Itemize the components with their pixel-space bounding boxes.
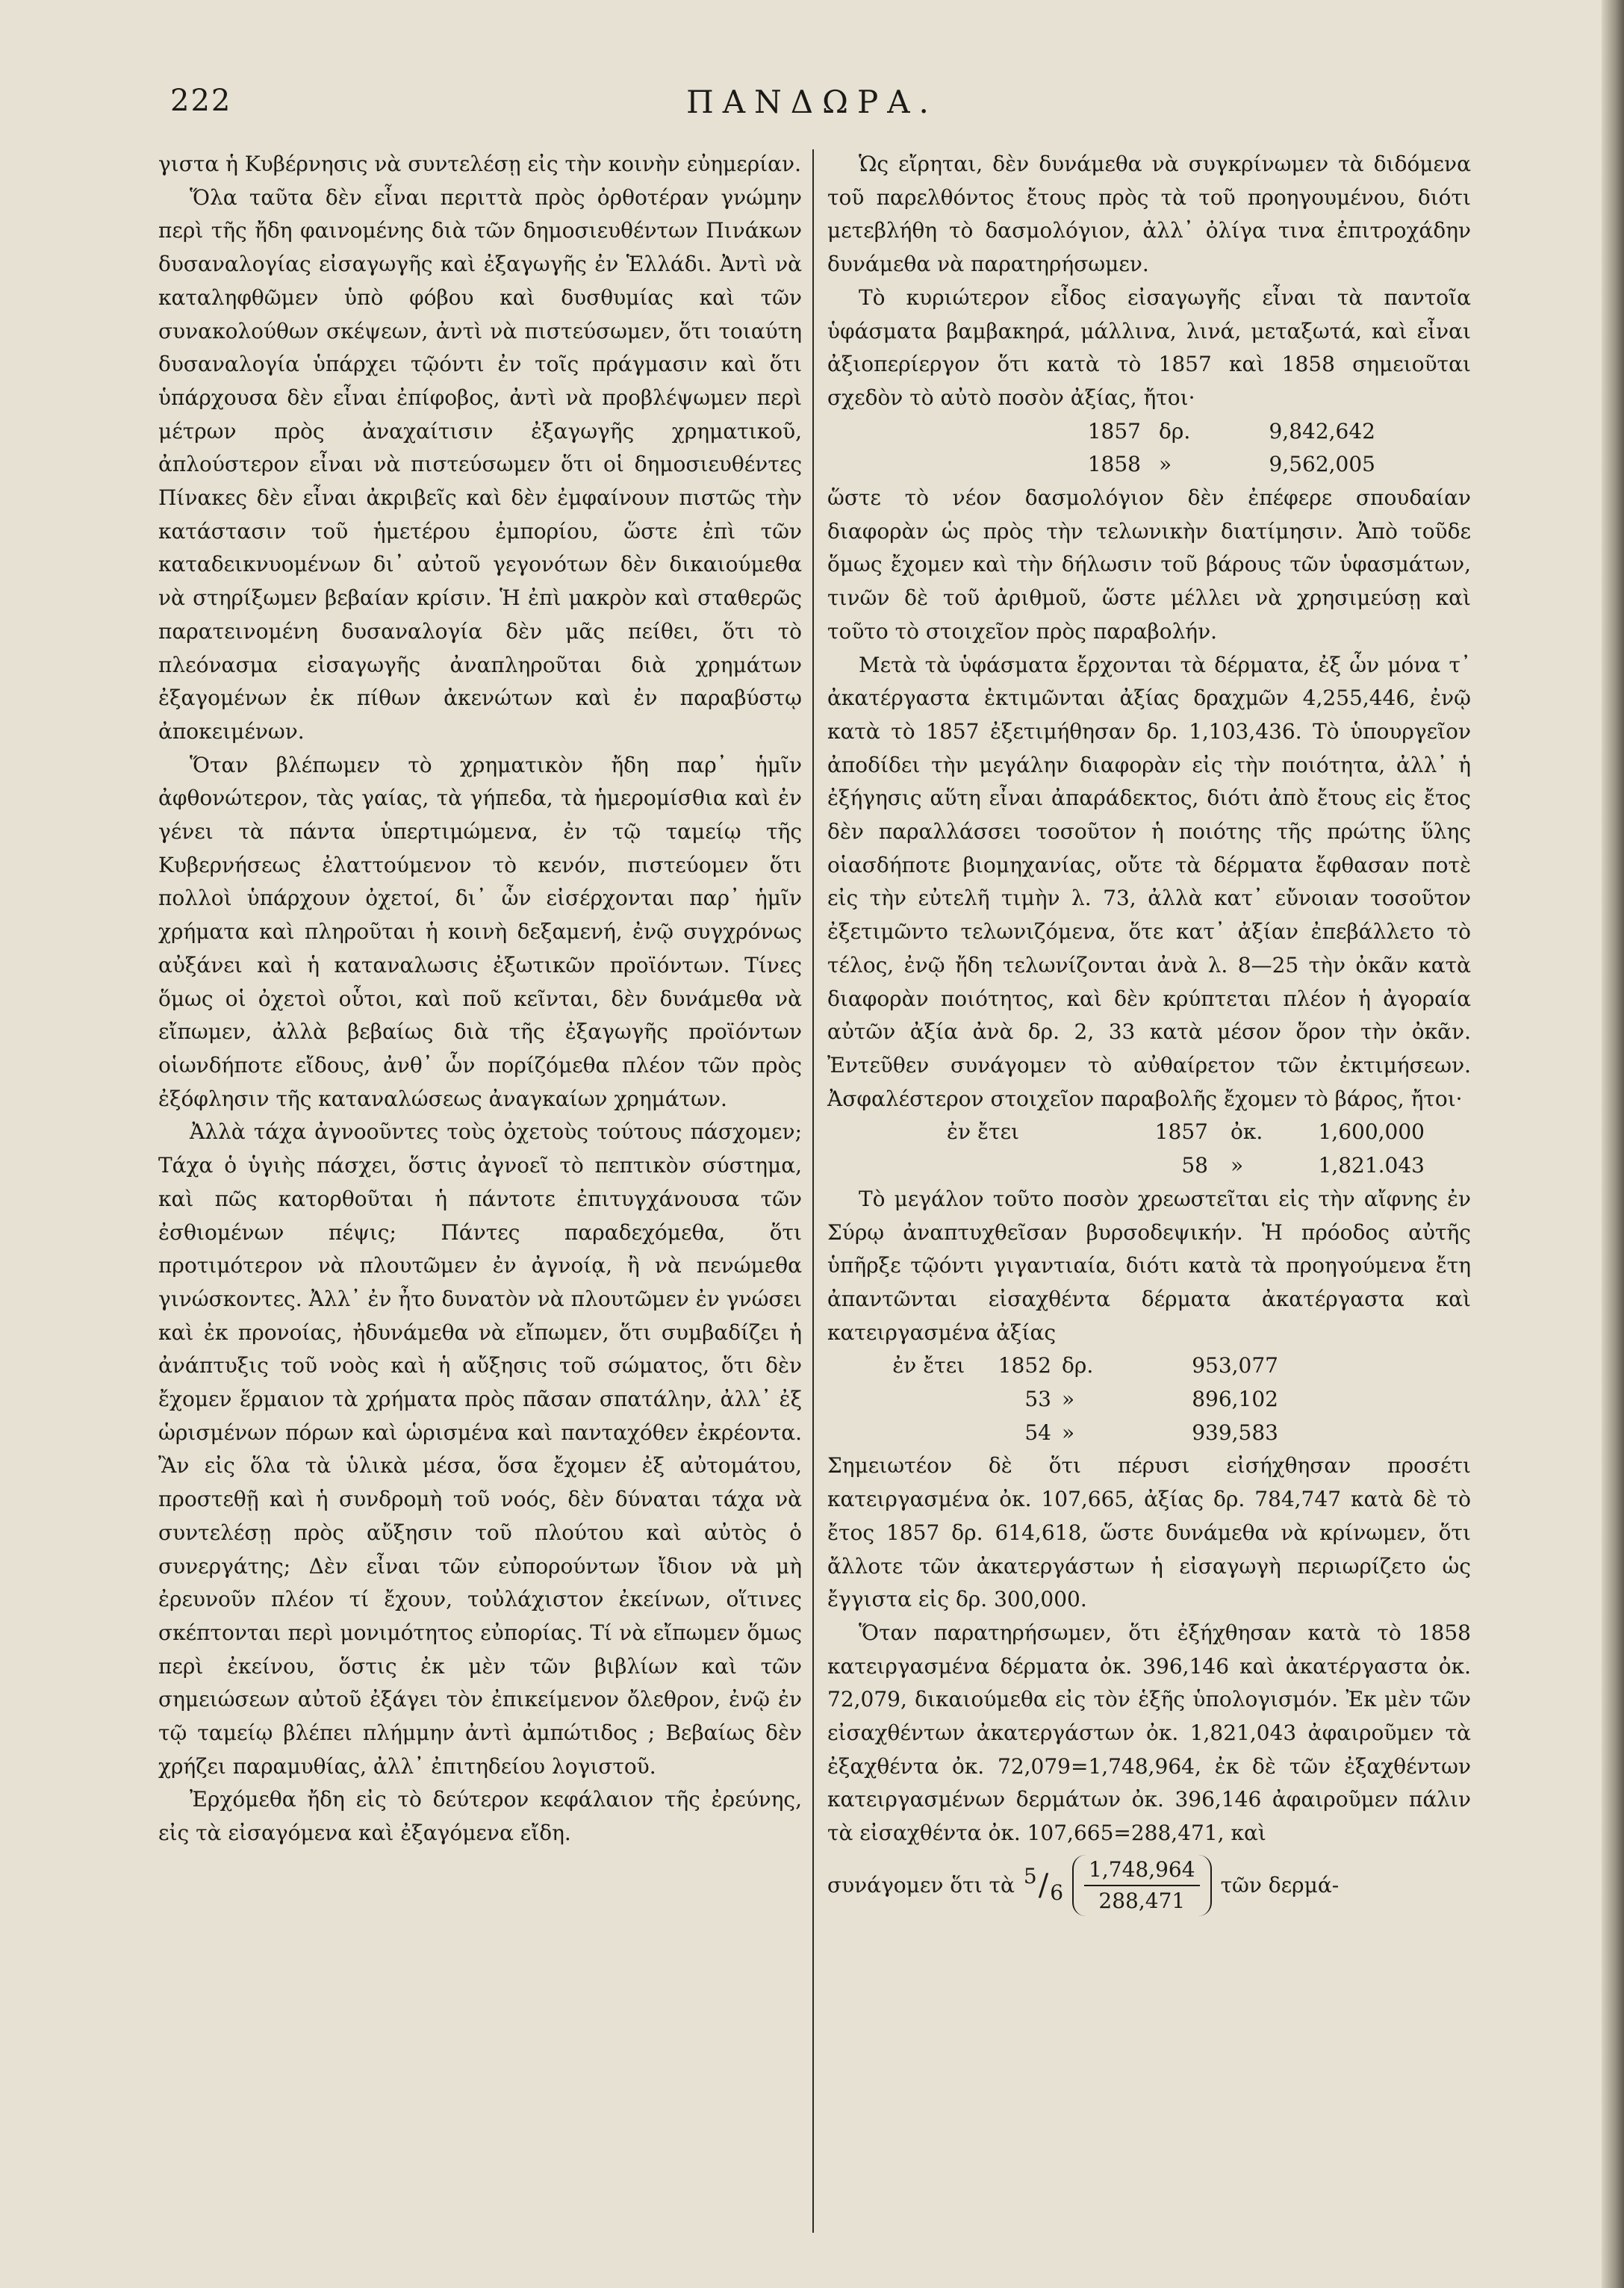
simple-fraction xyxy=(1023,1863,1064,1905)
label-cell: ἐν ἔτει xyxy=(947,1119,1019,1145)
year-cell xyxy=(827,1383,1062,1417)
paragraph: Τὸ κυριώτερον εἶδος εἰσαγωγῆς εἶναι τὰ παντοῖα ὑφάσματα βαμβακηρά, μάλλινα, λινά, μεταξωτά, καὶ εἶναι ἀξιοπερίεργον ὅτι κατὰ τὸ 1857 καὶ 1858 σημειοῦται σχεδὸν τὸ αὐτὸ ποσὸν ἀξίας, ἤτοι· xyxy=(827,285,1471,410)
fraction-slash: / xyxy=(1038,1868,1049,1903)
year-cell: 1858 xyxy=(1087,452,1141,477)
paragraph: Τὸ μεγάλον τοῦτο ποσὸν χρεωστεῖται εἰς τὴν αἴφνης ἐν Σύρῳ ἀναπτυχθεῖσαν βυρσοδεψικήν. Ἡ πρόοδος αὐτῆς ὑπῆρξε τῷόντι γιγαντιαία, διότι κατὰ τὰ προηγούμενα ἔτη ἀπαντῶνται εἰσαχθέντα δέρματα ἀκατέργαστα καὶ κατειργασμένα ἀξίας xyxy=(827,1186,1471,1345)
fraction-expression xyxy=(827,1855,1471,1916)
paragraph: ὥστε τὸ νέον δασμολόγιον δὲν ἐπέφερε σπουδαίαν διαφορὰν ὡς πρὸς τὴν τελωνικὴν διατίμησιν. Ἀπὸ τοῦδε ὅμως ἔχομεν καὶ τὴν δήλωσιν τοῦ βάρους τῶν ὑφασμάτων, τινῶν δὲ τοῦ ἀριθμοῦ, ὥστε μέλλει νὰ χρησιμεύσῃ καὶ τοῦτο τὸ στοιχεῖον πρὸς παραβολήν. xyxy=(827,485,1471,644)
table-row xyxy=(827,1383,1278,1417)
unit-cell: ὀκ. xyxy=(1231,1119,1263,1145)
table-row xyxy=(827,415,1375,449)
year-cell: 1857 xyxy=(1154,1119,1208,1145)
spacer-cell xyxy=(827,1149,947,1183)
book-spine-shadow xyxy=(1602,0,1624,2288)
spacer-cell xyxy=(827,1116,947,1149)
table-row xyxy=(827,1417,1278,1450)
value-cell: 9,842,642 xyxy=(1269,418,1375,444)
value-cell: 939,583 xyxy=(1192,1420,1278,1445)
unit-cell: » xyxy=(1159,452,1172,477)
fraction-suffix: τῶν δερμά- xyxy=(1220,1872,1340,1897)
label-text: ἐν ἔτει xyxy=(892,1353,965,1378)
table-row xyxy=(827,1349,1278,1383)
paragraph: Σημειωτέον δὲ ὅτι πέρυσι εἰσήχθησαν προσέτι κατειργασμένα ὀκ. 107,665, ἀξίας δρ. 784,747 κατὰ δὲ τὸ ἔτος 1857 δρ. 614,618, ὥστε δυνάμεθα νὰ κρίνωμεν, ὅτι ἄλλοτε τῶν ἀκατεργάστων ἡ εἰσαγωγὴ περιωρίζετο ὡς ἔγγιστα εἰς δρ. 300,000. xyxy=(827,1453,1471,1612)
unit-cell: δρ. xyxy=(1159,418,1191,444)
value-cell: 9,562,005 xyxy=(1269,452,1375,477)
unit-cell: δρ. xyxy=(1062,1353,1094,1378)
fraction-bottom: 288,471 xyxy=(1098,1888,1186,1913)
page-number: 222 xyxy=(170,84,232,118)
fraction-denominator: 6 xyxy=(1050,1880,1064,1905)
year-text: 54 xyxy=(1024,1420,1051,1445)
value-cell: 896,102 xyxy=(1192,1387,1278,1412)
table-row xyxy=(827,1116,1425,1149)
paragraph: Ὅταν παρατηρήσωμεν, ὅτι ἐξήχθησαν κατὰ τὸ 1858 κατειργασμένα δέρματα ὀκ. 396,146 καὶ ἀκατέργαστα ὀκ. 72,079, δικαιούμεθα εἰς τὸν ἑξῆς ὑπολογισμόν. Ἐκ μὲν τῶν εἰσαχθέντων ἀκατεργάστων ὀκ. 1,821,043 ἀφαιροῦμεν τὰ ἐξαχθέντα ὀκ. 72,079=1,748,964, ἐκ δὲ τῶν ἐξαχθέντων κατειργασμένων δερμάτων ὀκ. 396,146 ἀφαιροῦμεν πάλιν τὰ εἰσαχθέντα ὀκ. 107,665=288,471, καὶ xyxy=(827,1620,1471,1846)
left-column xyxy=(158,148,802,1850)
fraction-prefix: συνάγομεν ὅτι τὰ xyxy=(827,1872,1015,1897)
year-cell: 58 xyxy=(1181,1153,1208,1178)
year-cell: 1857 xyxy=(1087,418,1141,444)
year-text: 53 xyxy=(1024,1387,1051,1412)
value-cell: 1,821.043 xyxy=(1318,1153,1425,1178)
year-cell xyxy=(827,1349,1062,1383)
paragraph: Μετὰ τὰ ὑφάσματα ἔρχονται τὰ δέρματα, ἐξ ὧν μόνα τ᾽ ἀκατέργαστα ἐκτιμῶνται ἀξίας δραχμῶν 4,255,446, ἐνῷ κατὰ τὸ 1857 ἐξετιμήθησαν δρ. 1,103,436. Τὸ ὑπουργεῖον ἀποδίδει τὴν μεγάλην διαφορὰν εἰς τὴν ποιότητα, ἀλλ᾽ ἡ ἐξήγησις αὕτη εἶναι ἀπαράδεκτος, διότι ἀπὸ ἔτους εἰς ἔτος δὲν παραλλάσσει τοσοῦτον ἡ ποιότης τῆς πρώτης ὕλης οἱασδήποτε βιομηχανίας, οὔτε τὰ δέρματα ἔφθασαν ποτὲ εἰς τὴν εὐτελῆ τιμὴν λ. 73, ἀλλὰ κατ᾽ εὔνοιαν τοσοῦτον ἐξετιμῶντο τελωνιζόμενα, ὅτε κατ᾽ ἀξίαν ἐπεβάλλετο τὸ τέλος, ἐνῷ ἤδη τελωνίζονται ἀνὰ λ. 8—25 τὴν ὀκᾶν κατὰ διαφορὰν ποιότητος, καὶ δὲν κρύπτεται πλέον ἡ ἀγοραία αὐτῶν ἀξία ἀνὰ δρ. 2, 33 κατὰ μέσον ὅρον τὴν ὀκᾶν. Ἐντεῦθεν συνάγομεν τὸ αὐθαίρετον τῶν ἐκτιμήσεων. Ἀσφαλέστερον στοιχεῖον παραβολῆς ἔχομεν τὸ βάρος, ἤτοι· xyxy=(827,652,1471,1111)
paragraph: Ἀλλὰ τάχα ἀγνοοῦντες τοὺς ὀχετοὺς τούτους πάσχομεν; Τάχα ὁ ὑγιὴς πάσχει, ὅστις ἀγνοεῖ τὸ πεπτικὸν σύστημα, καὶ πῶς κατορθοῦται ἡ πάντοτε ἐπιτυγχάνουσα τῶν ἐσθιομένων πέψις; Πάντες παραδεχόμεθα, ὅτι προτιμότερον νὰ πλουτῶμεν ἐν ἀγνοίᾳ, ἢ νὰ πενώμεθα γινώσκοντες. Ἀλλ᾽ ἐν ἦτο δυνατὸν νὰ πλουτῶμεν ἐν γνώσει καὶ ἐκ προνοίας, ἠδυνάμεθα νὰ εἴπωμεν, ὅτι συμβαδίζει ἡ ἀνάπτυξις τοῦ νοὸς καὶ ἡ αὔξησις τοῦ σώματος, ὅτι δὲν ἔχομεν ἕρμαιον τὰ χρήματα πρὸς πᾶσαν σπατάλην, ἀλλ᾽ ἐξ ὡρισμένων πόρων καὶ ὡρισμένα καὶ πανταχόθεν ἐκρέοντα. Ἂν εἰς ὅλα τὰ ὑλικὰ μέσα, ὅσα ἔχομεν ἐξ αὐτομάτου, προστεθῇ καὶ ἡ συνδρομὴ τοῦ νοός, δὲν δύναται τάχα νὰ συντελέσῃ πρὸς αὔξησιν τοῦ πλούτου καὶ αὐτὸς ὁ συνεργάτης; Δὲν εἶναι τῶν εὐπορούντων ἴδιον νὰ μὴ ἐρευνοῦν πλέον τί ἔχουν, τοὐλάχιστον ἐκείνων, οἵτινες σκέπτονται περὶ μονιμότητος εὐπορίας. Τί νὰ εἴπωμεν ὅμως περὶ ἐκείνου, ὅστις ἐκ μὲν τῶν βιβλίων καὶ τῶν σημειώσεων αὐτοῦ ἐξάγει τὸν ἐπικείμενον ὄλεθρον, ἐνῷ ἐν τῷ ταμείῳ βλέπει πλήμμην ἀντὶ ἀμπώτιδος ; Βεβαίως δὲν χρήζει παραμυθίας, ἀλλ᾽ ἐπιτηδείου λογιστοῦ. xyxy=(158,1119,802,1779)
value-cell: 1,600,000 xyxy=(1318,1119,1425,1145)
column-divider xyxy=(812,149,814,2233)
unit-cell: » xyxy=(1231,1153,1244,1178)
paragraph: Ἐρχόμεθα ἤδη εἰς τὸ δεύτερον κεφάλαιον τῆς ἐρεύνης, εἰς τὰ εἰσαγόμενα καὶ ἐξαγόμενα εἴδη. xyxy=(158,1787,802,1846)
fraction-top: 1,748,964 xyxy=(1084,1855,1200,1886)
year-cell xyxy=(827,1417,1062,1450)
unit-cell: » xyxy=(1062,1420,1075,1445)
table-row xyxy=(827,1149,1425,1183)
page-header xyxy=(0,75,1624,134)
hides-weight-table xyxy=(827,1116,1425,1182)
hides-value-table xyxy=(827,1349,1278,1449)
parenthesized-fraction xyxy=(1072,1855,1212,1916)
fraction-numerator: 5 xyxy=(1023,1863,1037,1888)
value-cell: 953,077 xyxy=(1192,1353,1278,1378)
right-column xyxy=(827,148,1471,1916)
paragraph: Ὡς εἴρηται, δὲν δυνάμεθα νὰ συγκρίνωμεν τὰ διδόμενα τοῦ παρελθόντος ἔτους πρὸς τὰ τοῦ προηγουμένου, διότι μετεβλήθη τὸ δασμολόγιον, ἀλλ᾽ ὀλίγα τινα ἐπιτροχάδην δυνάμεθα νὰ παρατηρήσωμεν. xyxy=(827,152,1471,277)
textile-value-table xyxy=(827,415,1375,482)
running-title: ΠΑΝΔΩΡΑ. xyxy=(686,84,938,120)
paragraph: Ὅλα ταῦτα δὲν εἶναι περιττὰ πρὸς ὀρθοτέραν γνώμην περὶ τῆς ἤδη φαινομένης διὰ τῶν δημοσιευθέντων Πινάκων δυσαναλογίας εἰσαγωγῆς καὶ ἐξαγωγῆς ἐν Ἑλλάδι. Ἀντὶ νὰ καταληφθῶμεν ὑπὸ φόβου καὶ δυσθυμίας καὶ τῶν συνακολούθων σκέψεων, ἀντὶ νὰ πιστεύσωμεν, ὅτι τοιαύτη δυσαναλογία ὑπάρχει τῷόντι ἐν τοῖς πράγμασιν καὶ ὅτι ὑπάρχουσα δὲν εἶναι ἐπίφοβος, ἀντὶ νὰ προβλέψωμεν περὶ μέτρων πρὸς ἀναχαίτισιν ἐξαγωγῆς χρηματικοῦ, ἀπλούστερον εἶναι νὰ πιστεύσωμεν ὅτι οἱ δημοσιευθέντες Πίνακες δὲν εἶναι ἀκριβεῖς καὶ δὲν ἐμφαίνουν πιστῶς τὴν κατάστασιν τοῦ ἡμετέρου ἐμπορίου, ὥστε ἐπὶ τῶν καταδεικνυομένων δι᾽ αὐτοῦ γεγονότων δὲν δικαιούμεθα νὰ στηρίξωμεν βεβαίαν κρίσιν. Ἡ ἐπὶ μακρὸν καὶ σταθερῶς παρατεινομένη δυσαναλογία δὲν μᾶς πείθει, ὅτι τὸ πλεόνασμα εἰσαγωγῆς ἀναπληροῦται διὰ χρημάτων ἐξαγομένων ἐκ πίθων ἀκενώτων καὶ ἐν παραβύστῳ ἀποκειμένων. xyxy=(158,184,802,744)
label-cell xyxy=(947,1149,1059,1183)
table-row xyxy=(827,448,1375,482)
paragraph: γιστα ἡ Κυβέρνησις νὰ συντελέσῃ εἰς τὴν κοινὴν εὐημερίαν. xyxy=(158,152,801,176)
unit-cell: » xyxy=(1062,1387,1075,1412)
paragraph: Ὅταν βλέπωμεν τὸ χρηματικὸν ἤδη παρ᾽ ἡμῖν ἀφθονώτερον, τὰς γαίας, τὰ γήπεδα, τὰ ἡμερομίσθια καὶ ἐν γένει τὰ πάντα ὑπερτιμώμενα, ἐν τῷ ταμείῳ τῆς Κυβερνήσεως ἐλαττούμενον τὸ κενόν, πιστεύομεν ὅτι πολλοὶ ὑπάρχουν ὀχετοί, δι᾽ ὧν εἰσέρχονται παρ᾽ ἡμῖν χρήματα καὶ πληροῦται ἡ κοινὴ δεξαμενή, ἐνῷ συγχρόνως αὐξάνει καὶ ἡ καταναλωσις ἐξωτικῶν προϊόντων. Τίνες ὅμως οἱ ὀχετοὶ οὗτοι, καὶ ποῦ κεῖνται, δὲν δυνάμεθα νὰ εἴπωμεν, ἀλλὰ βεβαίως διὰ τῆς ἐξαγωγῆς προϊόντων οἱωνδήποτε εἴδους, ἀνθ᾽ ὧν πορίζόμεθα πλέον τῶν πρὸς ἐξόφλησιν τῆς καταναλώσεως ἀναγκαίων χρημάτων. xyxy=(158,752,802,1111)
year-text: 1852 xyxy=(998,1353,1051,1378)
